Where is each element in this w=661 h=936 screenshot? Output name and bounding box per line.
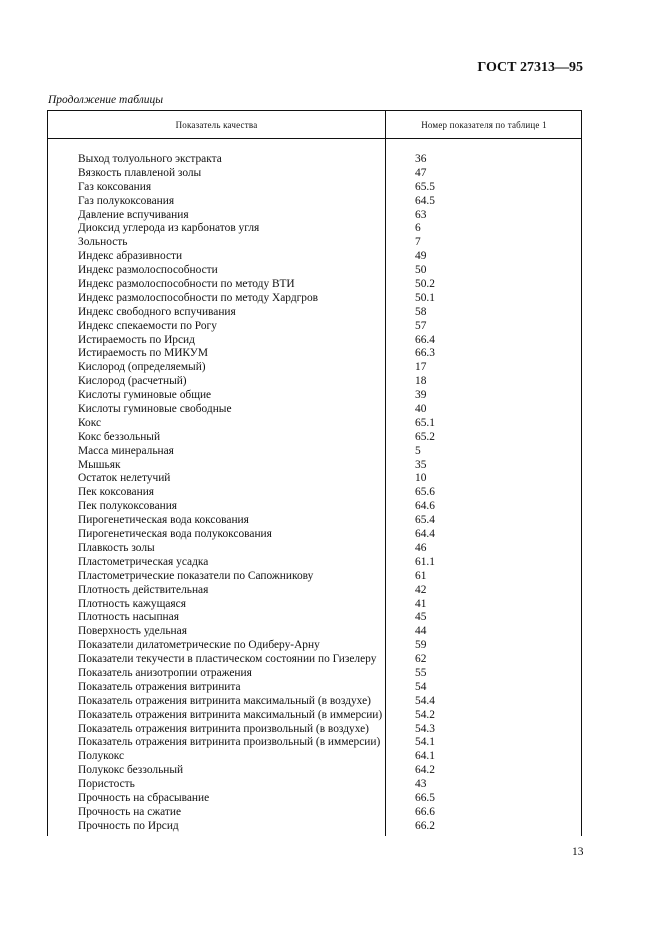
- indicator-table: [47, 110, 582, 836]
- quality-indicator-name: Зольность: [78, 236, 128, 249]
- quality-indicator-name: Пластометрические показатели по Сапожникову: [78, 569, 314, 582]
- table-row: [48, 820, 581, 834]
- table-row: [48, 528, 581, 542]
- table-row: [48, 514, 581, 528]
- indicator-number: 66.2: [415, 819, 435, 832]
- table-row: [48, 222, 581, 236]
- indicator-number: 50.1: [415, 291, 435, 304]
- table-row: [48, 611, 581, 625]
- table-row: [48, 723, 581, 737]
- indicator-number: 55: [415, 666, 427, 679]
- indicator-number: 62: [415, 653, 427, 666]
- page-number: 13: [572, 846, 584, 858]
- indicator-number: 64.1: [415, 750, 435, 763]
- table-row: [48, 653, 581, 667]
- table-row: [48, 320, 581, 334]
- table-row: [48, 306, 581, 320]
- indicator-number: 54: [415, 680, 427, 693]
- quality-indicator-name: Масса минеральная: [78, 444, 174, 457]
- table-row: [48, 486, 581, 500]
- quality-indicator-name: Кокс: [78, 416, 102, 429]
- table-row: [48, 806, 581, 820]
- quality-indicator-name: Кислород (определяемый): [78, 361, 206, 374]
- indicator-number: 63: [415, 208, 427, 221]
- indicator-number: 42: [415, 583, 427, 596]
- table-row: [48, 181, 581, 195]
- table-row: [48, 209, 581, 223]
- table-row: [48, 445, 581, 459]
- table-row: [48, 500, 581, 514]
- indicator-number: 45: [415, 611, 427, 624]
- table-row: [48, 695, 581, 709]
- table-row: [48, 153, 581, 167]
- table-row: [48, 542, 581, 556]
- quality-indicator-name: Индекс свободного вспучивания: [78, 305, 236, 318]
- quality-indicator-name: Показатели текучести в пластическом состоянии по Гизелеру: [78, 653, 377, 666]
- indicator-number: 59: [415, 639, 427, 652]
- table-row: [48, 598, 581, 612]
- indicator-number: 49: [415, 250, 427, 263]
- indicator-number: 65.5: [415, 180, 435, 193]
- table-row: [48, 403, 581, 417]
- indicator-number: 44: [415, 625, 427, 638]
- indicator-number: 43: [415, 778, 427, 791]
- quality-indicator-name: Кокс беззольный: [78, 430, 161, 443]
- indicator-number: 50.2: [415, 278, 435, 291]
- quality-indicator-name: Пирогенетическая вода полукоксования: [78, 528, 272, 541]
- indicator-number: 54.3: [415, 722, 435, 735]
- table-row: [48, 195, 581, 209]
- indicator-number: 5: [415, 444, 421, 457]
- quality-indicator-name: Пирогенетическая вода коксования: [78, 514, 249, 527]
- table-row: [48, 431, 581, 445]
- table-row: [48, 292, 581, 306]
- indicator-number: 65.1: [415, 416, 435, 429]
- quality-indicator-name: Показатель анизотропии отражения: [78, 666, 252, 679]
- table-row: [48, 361, 581, 375]
- indicator-number: 10: [415, 472, 427, 485]
- quality-indicator-name: Кислоты гуминовые общие: [78, 389, 212, 402]
- quality-indicator-name: Показатель отражения витринита: [78, 680, 241, 693]
- quality-indicator-name: Давление вспучивания: [78, 208, 189, 221]
- quality-indicator-name: Показатель отражения витринита максимальный (в воздухе): [78, 694, 371, 707]
- table-row: [48, 347, 581, 361]
- table-caption: Продолжение таблицы: [48, 94, 164, 106]
- indicator-number: 41: [415, 597, 427, 610]
- table-row: [48, 167, 581, 181]
- table-row: [48, 709, 581, 723]
- indicator-number: 66.3: [415, 347, 435, 360]
- quality-indicator-name: Истираемость по Ирсид: [78, 333, 195, 346]
- quality-indicator-name: Плотность насыпная: [78, 611, 179, 624]
- table-row: [48, 778, 581, 792]
- quality-indicator-name: Выход толуольного экстракта: [78, 153, 222, 165]
- indicator-number: 66.4: [415, 333, 435, 346]
- table-row: [48, 764, 581, 778]
- indicator-number: 39: [415, 389, 427, 402]
- indicator-number: 54.1: [415, 736, 435, 749]
- table-row: [48, 389, 581, 403]
- quality-indicator-name: Прочность на сбрасывание: [78, 791, 210, 804]
- quality-indicator-name: Плотность действительная: [78, 583, 209, 596]
- quality-indicator-name: Полукокс: [78, 750, 125, 763]
- table-row: [48, 417, 581, 431]
- quality-indicator-name: Показатель отражения витринита максимальный (в иммерсии): [78, 708, 383, 721]
- indicator-number: 46: [415, 541, 427, 554]
- column-header-number: Номер показателя по таблице 1: [421, 120, 547, 130]
- indicator-number: 17: [415, 361, 427, 374]
- quality-indicator-name: Поверхность удельная: [78, 625, 187, 638]
- indicator-number: 64.4: [415, 528, 435, 541]
- quality-indicator-name: Пек полукоксования: [78, 500, 178, 513]
- table-row: [48, 250, 581, 264]
- quality-indicator-name: Прочность по Ирсид: [78, 819, 179, 832]
- quality-indicator-name: Индекс спекаемости по Рогу: [78, 319, 217, 332]
- indicator-number: 66.6: [415, 805, 435, 818]
- table-row: [48, 236, 581, 250]
- table-row: [48, 639, 581, 653]
- indicator-number: 61.1: [415, 555, 435, 568]
- indicator-number: 66.5: [415, 791, 435, 804]
- table-row: [48, 736, 581, 750]
- table-row: [48, 681, 581, 695]
- table-row: [48, 472, 581, 486]
- indicator-number: 6: [415, 222, 421, 235]
- quality-indicator-name: Индекс размолоспособности по методу Хардгров: [78, 291, 319, 304]
- quality-indicator-name: Показатель отражения витринита произвольный (в иммерсии): [78, 736, 381, 749]
- table-row: [48, 750, 581, 764]
- quality-indicator-name: Мышьяк: [78, 458, 121, 471]
- indicator-number: 35: [415, 458, 427, 471]
- quality-indicator-name: Вязкость плавленой золы: [78, 166, 202, 179]
- indicator-number: 57: [415, 319, 427, 332]
- quality-indicator-name: Полукокс беззольный: [78, 764, 184, 777]
- indicator-number: 7: [415, 236, 421, 249]
- quality-indicator-name: Прочность на сжатие: [78, 805, 182, 818]
- quality-indicator-name: Истираемость по МИКУМ: [78, 347, 208, 360]
- table-header: [48, 111, 581, 139]
- table-row: [48, 334, 581, 348]
- table-row: [48, 278, 581, 292]
- quality-indicator-name: Остаток нелетучий: [78, 472, 171, 485]
- table-row: [48, 459, 581, 473]
- indicator-number: 65.6: [415, 486, 435, 499]
- table-row: [48, 792, 581, 806]
- indicator-number: 61: [415, 569, 427, 582]
- indicator-number: 58: [415, 305, 427, 318]
- table-row: [48, 556, 581, 570]
- quality-indicator-name: Пористость: [78, 778, 135, 791]
- indicator-number: 36: [415, 153, 427, 165]
- quality-indicator-name: Пластометрическая усадка: [78, 555, 209, 568]
- indicator-number: 54.2: [415, 708, 435, 721]
- indicator-number: 65.2: [415, 430, 435, 443]
- document-code: ГОСТ 27313—95: [477, 60, 583, 75]
- quality-indicator-name: Кислоты гуминовые свободные: [78, 403, 232, 416]
- quality-indicator-name: Показатели дилатометрические по Одиберу-Арну: [78, 639, 320, 652]
- quality-indicator-name: Индекс абразивности: [78, 250, 183, 263]
- indicator-number: 65.4: [415, 514, 435, 527]
- quality-indicator-name: Газ полукоксования: [78, 194, 175, 207]
- table-row: [48, 375, 581, 389]
- table-body: [48, 153, 581, 834]
- quality-indicator-name: Плотность кажущаяся: [78, 597, 186, 610]
- indicator-number: 40: [415, 403, 427, 416]
- quality-indicator-name: Плавкость золы: [78, 541, 155, 554]
- table-row: [48, 570, 581, 584]
- table-row: [48, 667, 581, 681]
- quality-indicator-name: Газ коксования: [78, 180, 152, 193]
- indicator-number: 64.5: [415, 194, 435, 207]
- quality-indicator-name: Кислород (расчетный): [78, 375, 187, 388]
- indicator-number: 50: [415, 264, 427, 277]
- quality-indicator-name: Индекс размолоспособности: [78, 264, 218, 277]
- column-header-quality: Показатель качества: [175, 120, 258, 130]
- table-row: [48, 264, 581, 278]
- indicator-number: 54.4: [415, 694, 435, 707]
- quality-indicator-name: Показатель отражения витринита произвольный (в воздухе): [78, 722, 369, 735]
- quality-indicator-name: Пек коксования: [78, 486, 155, 499]
- table-row: [48, 584, 581, 598]
- table-row: [48, 625, 581, 639]
- indicator-number: 64.6: [415, 500, 435, 513]
- quality-indicator-name: Индекс размолоспособности по методу ВТИ: [78, 278, 295, 291]
- quality-indicator-name: Диоксид углерода из карбонатов угля: [78, 222, 260, 235]
- indicator-number: 47: [415, 166, 427, 179]
- indicator-number: 18: [415, 375, 427, 388]
- indicator-number: 64.2: [415, 764, 435, 777]
